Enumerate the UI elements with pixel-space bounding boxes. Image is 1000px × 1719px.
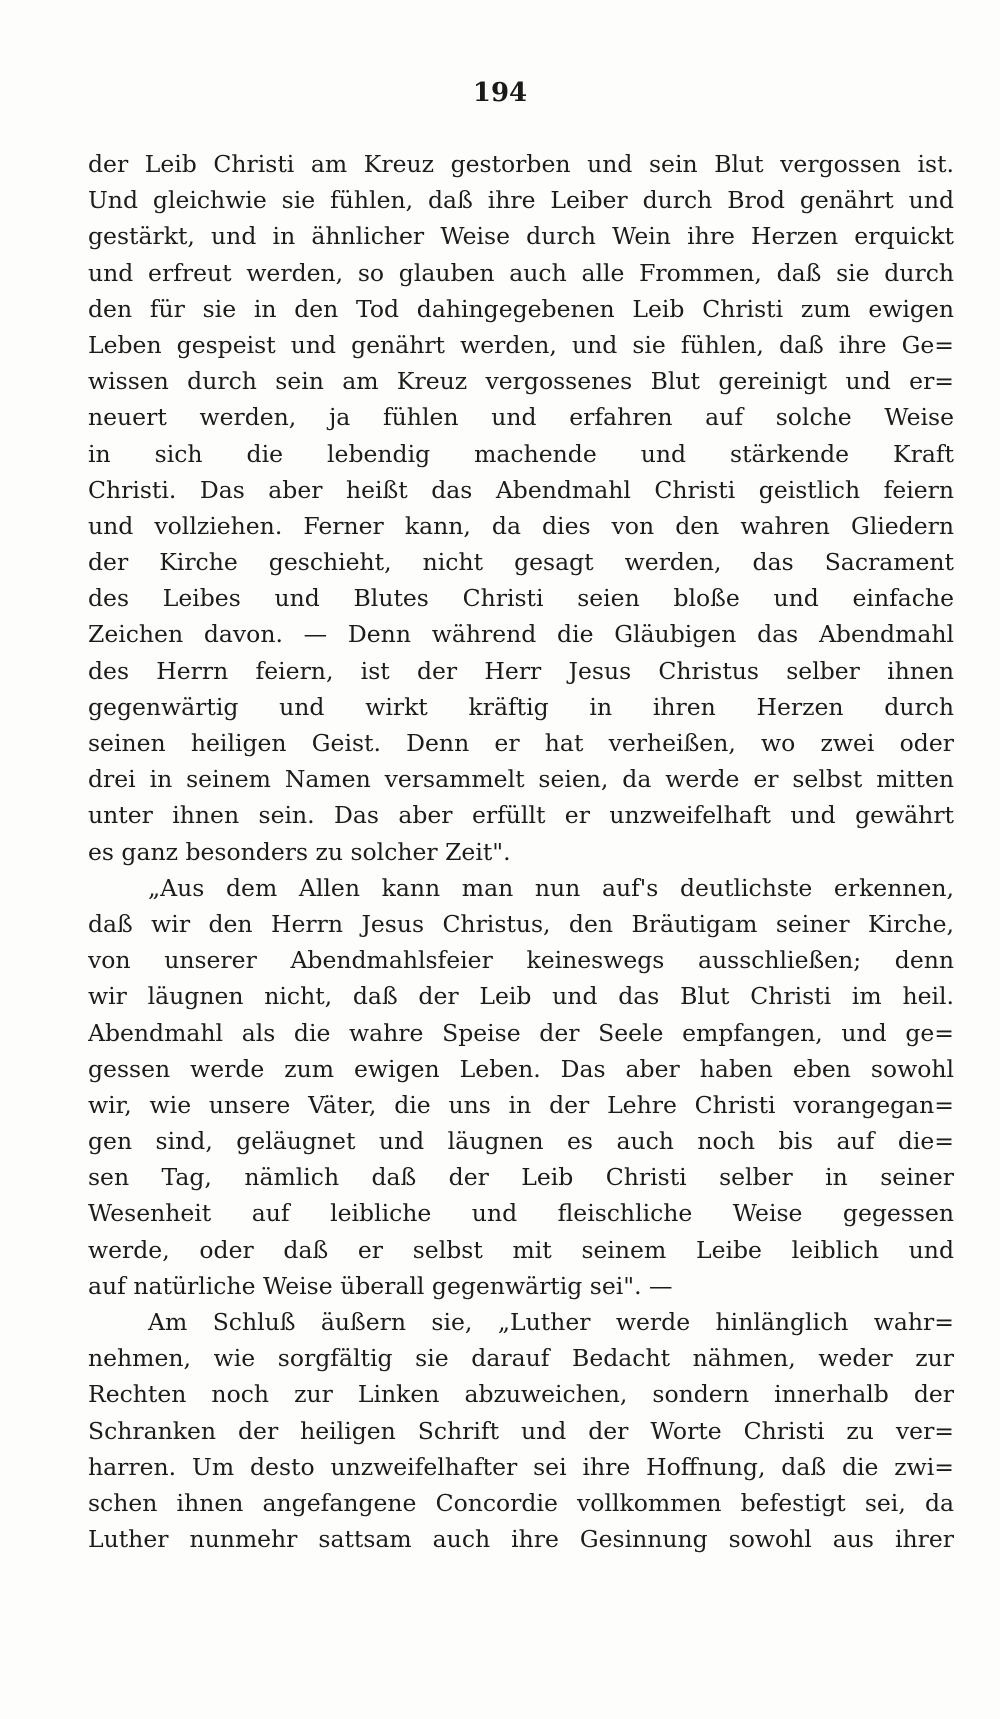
text-line: wir läugnen nicht, daß der Leib und das Blut Christi im heil. — [88, 982, 954, 1011]
text-line: „Aus dem Allen kann man nun auf's deutlichste erkennen, — [148, 873, 954, 902]
text-line: Rechten noch zur Linken abzuweichen, sondern innerhalb der — [88, 1380, 954, 1409]
text-line: Am Schluß äußern sie, „Luther werde hinlänglich wahr= — [148, 1308, 954, 1336]
text-line: gestärkt, und in ähnlicher Weise durch Wein ihre Herzen erquickt — [88, 222, 954, 251]
text-line: unter ihnen sein. Das aber erfüllt er unzweifelhaft und gewährt — [88, 801, 954, 830]
text-line: und vollziehen. Ferner kann, da dies von den wahren Gliedern — [88, 511, 954, 540]
text-line: sen Tag, nämlich daß der Leib Christi selber in seiner — [88, 1163, 954, 1192]
text-line: Wesenheit auf leibliche und fleischliche Weise gegessen — [88, 1199, 954, 1228]
text-line: seinen heiligen Geist. Denn er hat verheißen, wo zwei oder — [88, 729, 954, 757]
text-line: von unserer Abendmahlsfeier keineswegs ausschließen; denn — [88, 946, 954, 975]
text-line: gegenwärtig und wirkt kräftig in ihren Herzen durch — [88, 692, 954, 721]
text-line: Abendmahl als die wahre Speise der Seele empfangen, und ge= — [88, 1018, 954, 1047]
page-number: 194 — [472, 78, 528, 108]
text-line: neuert werden, ja fühlen und erfahren auf solche Weise — [88, 403, 954, 432]
text-line: der Leib Christi am Kreuz gestorben und sein Blut vergossen ist. — [88, 150, 954, 178]
text-line: drei in seinem Namen versammelt seien, da werde er selbst mitten — [88, 765, 954, 794]
text-line: daß wir den Herrn Jesus Christus, den Bräutigam seiner Kirche, — [88, 909, 954, 938]
text-line: gessen werde zum ewigen Leben. Das aber haben eben sowohl — [88, 1054, 954, 1083]
text-line: der Kirche geschieht, nicht gesagt werden, das Sacrament — [88, 548, 954, 577]
text-line: Christi. Das aber heißt das Abendmahl Christi geistlich feiern — [88, 475, 954, 504]
text-line: Zeichen davon. — Denn während die Gläubigen das Abendmahl — [88, 620, 954, 649]
text-line: es ganz besonders zu solcher Zeit". — [88, 837, 511, 866]
text-line: wissen durch sein am Kreuz vergossenes Blut gereinigt und er= — [88, 367, 954, 396]
text-line: Leben gespeist und genährt werden, und sie fühlen, daß ihre Ge= — [88, 330, 954, 359]
text-line: in sich die lebendig machende und stärkende Kraft — [88, 439, 954, 468]
text-line: werde, oder daß er selbst mit seinem Leibe leiblich und — [88, 1235, 954, 1264]
text-line: des Leibes und Blutes Christi seien bloße und einfache — [88, 584, 954, 613]
text-line: schen ihnen angefangene Concordie vollkommen befestigt sei, da — [88, 1488, 954, 1517]
text-line: und erfreut werden, so glauben auch alle Frommen, daß sie durch — [88, 258, 954, 287]
text-line: wir, wie unsere Väter, die uns in der Lehre Christi vorangegan= — [88, 1090, 954, 1119]
text-line: des Herrn feiern, ist der Herr Jesus Christus selber ihnen — [88, 656, 954, 685]
text-line: gen sind, geläugnet und läugnen es auch noch bis auf die= — [88, 1127, 954, 1156]
text-line: den für sie in den Tod dahingegebenen Leib Christi zum ewigen — [88, 294, 954, 323]
body-text — [88, 146, 954, 1557]
text-line: Und gleichwie sie fühlen, daß ihre Leiber durch Brod genährt und — [88, 186, 954, 215]
text-line: Luther nunmehr sattsam auch ihre Gesinnung sowohl aus ihrer — [88, 1525, 954, 1554]
text-line: nehmen, wie sorgfältig sie darauf Bedacht nähmen, weder zur — [88, 1344, 954, 1373]
text-line: Schranken der heiligen Schrift und der Worte Christi zu ver= — [88, 1416, 954, 1445]
text-line: harren. Um desto unzweifelhafter sei ihre Hoffnung, daß die zwi= — [88, 1452, 954, 1481]
text-line: auf natürliche Weise überall gegenwärtig sei". — — [88, 1271, 673, 1300]
